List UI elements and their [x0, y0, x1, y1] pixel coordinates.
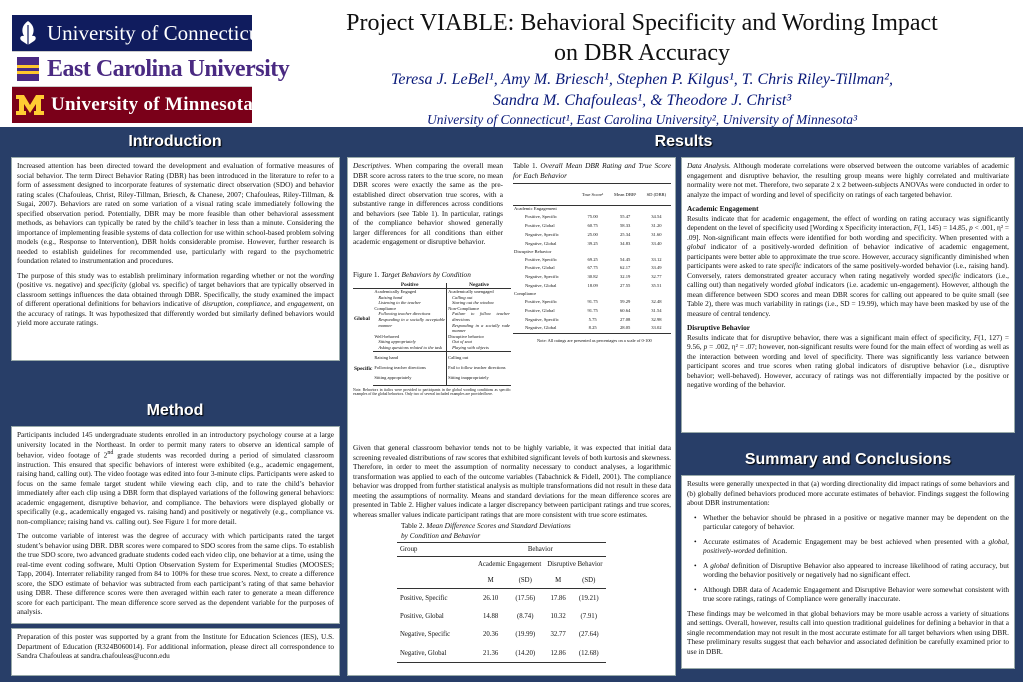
summary-intro: Results were generally unexpected in that (a) wording directionality did impact ratings of some behaviors and (b) globally defined behaviors produced more accurate estimates of behavior. Findings suggest the following about DBR instrumentation: — [687, 479, 1009, 507]
authors — [262, 69, 1022, 111]
fig-cell: Academically unengaged Calling out Staring out the window — [447, 289, 511, 306]
introduction-heading: Introduction — [128, 133, 222, 150]
fig-global-label: Global — [354, 316, 370, 323]
list-item: • Whether the behavior should be phrased in a positive or negative manner may be dependent on the particular category of behavior. — [703, 513, 1009, 532]
fig-cell: Raising hand — [374, 355, 398, 361]
table-2 — [353, 521, 671, 663]
table-row: Negative, Specific 30.82 32.19 32.77 — [525, 274, 662, 280]
fig-cell: Sitting inappropriately — [447, 375, 511, 385]
method-box — [11, 426, 340, 624]
poster-title — [262, 8, 1022, 68]
table-row: Positive, Global 67.75 62.17 33.49 — [525, 265, 662, 271]
table-row: Negative, Specific 20.36 (19.99) 32.77 (27.64) — [400, 631, 599, 639]
figure-1-note: Note. Behaviors in italics were provided to participants in the global wording conditions as specific examples of the global behaviors. Only two of several included examples are provided here. — [353, 387, 511, 397]
fig-cell: Sitting appropriately — [373, 375, 446, 385]
method-paragraph-1: Participants included 145 undergraduate students enrolled in an introductory psychology course at a large university located in the Northeast. In order to permit many raters to observe an identical sample of behavior, video footage of 2nd grade students was recorded during a period of simulated classroom instruction. This ensured that specific behaviors of interest were exhibited (e.g., academic engagement, raising hand, calling out). The video footage was edited into four 3-minute clips. Participants were asked to focus on the same female target student while viewing each clip, and to rate the child’s behavior immediately after each clip using a DBR form that displayed variations of the following general behaviors: academic engagement, disruptive behavior, and compliance. The behaviors were displayed globally or specifically (e.g., academically engaged vs. raising hand) and positively or negatively (e.g., compliance vs. non-compliance; raising hand vs. calling out). See Figure 1 for more detail. — [17, 430, 334, 526]
results-right-box — [681, 157, 1015, 433]
academic-engagement-paragraph: Results indicate that for academic engagement, the effect of wording on rating accuracy was significantly dependent on the level of specificity used [Wording x Specificity interaction, F(1, 145) = 14.85, p < .001, η² = .09]. Non-significant main effects were identified for both wording and specificity. When presented with a global indicator of a positively-worded definition of behavior indicative of academic engagement, participants were better able to approximate the true score. However, accuracy significantly diminished when participants were asked to rate specific indicators of the same positively-worded behavior (i.e., raising hand). Conversely, raters demonstrated greater accuracy when rating negatively worded specific indicators (i.e., calling out) than negatively worded global indicators (i.e. academic un-engagement). However, although the mean difference between SDO scores and mean DBR scores for calling out appeared to be quite small (see Table 2), there was much variability in ratings (i.e., SD = 19.99), which may have been masked by use of the measure of central tendency. — [687, 213, 1010, 318]
method-paragraph-2: The outcome variable of interest was the degree of accuracy with which participants rated the target student’s behavior using DBR. DBR scores were compared to SDO scores from the same clips. To establish the true SDO score, two advanced graduate students coded each video clip, one behavior at a time, using the real-time event coding software, Multi Option Observation System for Experimental Studies (MOOSES; Tapp, 2004). Interrater reliability ranged from 84 to 100% for these true scores. Next, to create a difference score, the SDO estimate of behavior was subtracted from each participant’s rating of that same behavior using DBR. These difference scores were then averaged within each rater to generate a mean difference score for each participant. The mean difference score served as the dependent variable for the purposes of analysis. — [17, 531, 334, 617]
table-row: Negative, Global 21.36 (14.20) 12.86 (12.68) — [397, 644, 606, 663]
intro-paragraph-1: Increased attention has been directed toward the development and evaluation of formative measures of social behavior. The term Direct Behavior Rating (DBR) has been introduced in the literature to refer to a form of assessment designed to incorporate features of systematic direct observation (SDO) and behavior rating scales (Chafouleas, Christ, Riley-Tillman, Briesch, & Chanese, 2007; Chafouleas, Riley-Tillman, & Sugai, 2007). Behaviors are rated on some variation of a visual rating scale immediately following the specified observation period. Potentially, DBR may be more feasible than other behavioral assessment methods, as behaviors can typically be rated by the child’s teacher in less than a minute. Considering the importance of implementing feasible systems of data collection for use within school-based problem solving models (e.g., Response to Intervention), DBR holds considerable promise. However, further research is needed to establish guidelines for recommended use, particularly with regard to the psychometric foundation related to instrumentation and procedures. — [17, 161, 334, 265]
fig-cell: Disruptive behavior Out of seat Playing with objects — [447, 334, 511, 351]
table-2-caption: Table 2. Mean Difference Scores and Standard Deviations by Condition and Behavior — [401, 521, 571, 540]
descriptives-text: When comparing the overall mean DBR score across raters to the true score, no mean DBR scores were exactly the same as the pre-established direct observation true scores, with a substantive range in differences across conditions and behaviors (see Table 1). In particular, ratings of the compliance behavior showed generally larger differences for all conditions than either academic engagement or disruptive behavior. — [353, 161, 503, 246]
oak-leaf-icon — [15, 18, 41, 48]
table-row: Negative, Specific 5.75 27.08 32.98 — [525, 316, 662, 322]
table-2-grid: Group Behavior Academic Engagement Disruptive Behavior M (SD) M (SD) Positive, Specific 26.10 (17.56) 17.86 (19.21) Positive, Global 14.88 (8.74) 10.32 (7.91) Negative, Specific 20.36 (19.99) 32.77 (27.64) Negative, Global 21.36 (14.20) 12.86 (12.68) — [397, 542, 606, 663]
acknowledgment-box — [11, 628, 340, 676]
fig-negative-header: Negative — [447, 283, 511, 289]
table-row: Positive, Global 91.75 60.64 31.54 — [525, 307, 662, 313]
uconn-logo — [12, 15, 266, 51]
title-line-1: Project VIABLE: Behavioral Specificity and Wording Impact — [346, 10, 938, 36]
fig-cell: Compliance Following teacher directions Responding in a socially acceptable manner — [374, 305, 446, 328]
table-row: Positive, Global 60.75 58.33 31.20 — [525, 222, 662, 228]
pirate-emblem-icon — [15, 54, 41, 84]
table-row: Negative, Global 18.09 27.55 35.51 — [525, 283, 662, 289]
fig-cell: Well-behaved Sitting appropriately Asking questions related to the task — [373, 334, 446, 351]
table-1-note: Note: All ratings are presented as percentages on a scale of 0-100 — [537, 337, 652, 343]
table-row: Positive, Specific 91.75 59.29 32.48 — [525, 299, 662, 305]
poster-header — [262, 8, 1022, 129]
affiliations: University of Connecticut¹, East Carolina University², University of Minnesota³ — [426, 112, 858, 127]
descriptives-label: Descriptives. — [353, 161, 392, 170]
block-m-icon — [15, 90, 45, 120]
table-row: Negative, Specific 25.00 25.34 31.60 — [525, 231, 662, 237]
umn-logo — [12, 87, 252, 123]
fig-cell: Academically Engaged Raising hand Listening to the teacher — [374, 289, 421, 306]
summary-closing: These findings may be welcomed in that global behaviors may be more usable across a variety of situations and settings. Overall, however, results call into question traditional guidelines for defining a behavior in that a single recommendation may not result in the most accurate estimate for all target behaviors when using DBR. These preliminary results suggest that each behavior and associated definition be carefully examined prior to use in DBR. — [687, 608, 1009, 656]
fig-cell: Following teacher directions — [374, 365, 426, 371]
results-transform-text: Given that general classroom behavior tends not to be highly variable, it was expected that initial data screening revealed distributions of raw scores that exhibited significant levels of both kurtosis and skewness. Therefore, in order to meet the assumption of normality necessary to conduct analyses, a logarithmic transformation was applied to each of the outcome variables (Tabachnick & Fidell, 2001). The compliance behavior was dropped from further statistical analysis as multiple transformations did not result in these data meeting the assumptions of normality. Means and standard deviations for the mean difference scores are presented in Table 2. Higher values indicate a larger discrepancy between participant ratings and true scores, whereas smaller values indicate participant ratings that are more consistent with true score estimates. — [353, 443, 671, 519]
intro-paragraph-2: The purpose of this study was to establish preliminary information regarding whether or not the wording (positive vs. negative) and specificity (global vs. specific) of target behaviors that are typically observed in classroom settings influences the data obtained through DBR. Specifically, the study examined the impact of different operational definitions for behaviors indicative of disruption, compliance, and engagement, on the accuracy of ratings. It was hypothesized that differently worded but similarly defined behaviors would yield more accurate ratings. — [17, 270, 334, 327]
table-row: Positive, Global 14.88 (8.74) 10.32 (7.91) — [400, 612, 597, 620]
uconn-name: University of Connecticut — [47, 20, 266, 45]
fig-positive-header: Positive — [373, 283, 446, 289]
table-1-caption: Table 1. Overall Mean DBR Rating and True Score for Each Behavior — [513, 161, 671, 180]
results-heading: Results — [654, 133, 713, 150]
academic-engagement-heading: Academic Engagement — [687, 204, 759, 213]
table-1-group: Academic Engagement — [514, 206, 557, 212]
ecu-logo — [12, 51, 290, 87]
results-middle-box — [347, 157, 676, 676]
fig-specific-label: Specific — [354, 366, 373, 373]
disruptive-behavior-paragraph: Results indicate that for disruptive behavior, there was a significant main effect of specificity, F(1, 127) = 9.56, p = .002, η² = .07; however, non-significant results were found for the main effect of wording as well as the interaction between wording and level of specificity. There was significantly less variance between participant scores and true scores when rating global indicators of disruptive behavior (i.e., disruptive behavior; well-behaved). However, accuracy of ratings was not differentially impacted by the positive or negative wording of the behavior. — [687, 332, 1010, 389]
title-line-2: on DBR Accuracy — [554, 40, 730, 66]
umn-name: University of Minnesota — [51, 94, 254, 115]
disruptive-behavior-heading: Disruptive Behavior — [687, 323, 751, 332]
introduction-box — [11, 157, 340, 361]
fig-cell: Fail to follow teacher directions — [447, 365, 511, 375]
figure-1-table — [353, 283, 511, 386]
figure-1-caption: Figure 1. Target Behaviors by Condition — [353, 270, 471, 279]
acknowledgment-text: Preparation of this poster was supported by a grant from the Institute for Education Sciences (IES), U.S. Department of Education (R324B060014). For additional information, please direct all correspondence to Sandra Chafouleas at sandra.chafouleas@uconn.edu — [17, 632, 334, 660]
summary-heading: Summary and Conclusions — [744, 451, 952, 468]
table-1 — [513, 161, 671, 343]
figure-1 — [353, 270, 511, 397]
table-row: Positive, Specific 26.10 (17.56) 17.86 (19.21) — [400, 594, 599, 602]
table-row: Positive, Specific 69.25 54.45 33.12 — [525, 256, 662, 262]
table-row: Negative, Global 39.25 34.83 33.40 — [525, 240, 662, 246]
list-item: • Although DBR data of Academic Engagement and Disruptive Behavior were somewhat consistent with true score ratings, ratings of Compliance were generally inaccurate. — [703, 585, 1009, 604]
authors-line-2: Sandra M. Chafouleas¹, & Theodore J. Christ³ — [492, 92, 792, 109]
summary-box — [681, 475, 1015, 669]
university-logos — [12, 15, 290, 123]
table-row: Negative, Global 8.25 28.05 33.02 — [513, 324, 671, 333]
data-analysis-paragraph: Data Analysis. Although moderate correlations were observed between the outcome variables of academic engagement and disruptive behavior, the resulting group means were highly correlated and multivariate normality were not met. Therefore, two separate 2 x 2 between-subjects ANOVAs were conducted in order to analyze the impact of wording and level of specificity on ratings of each targeted behavior. — [687, 161, 1009, 199]
table-1-group: Disruptive Behavior — [514, 248, 552, 254]
fig-cell: Non-Compliance Failure to follow teacher directions Responding in a socially rude manner — [448, 305, 510, 334]
table-1-grid: True Score¹ Mean DBR¹ SD (DBR) Academic Engagement Positive, Specific 75.00 55.47 34.54 Positive, Global 60.75 58.33 31.20 Negative, Specific 25.00 25.34 31.60 Negative, Global 39.25 34.83 33.40 Disruptive Behavior Positive, Specific 69.25 54.45 33.12 Positive, Global 67.75 62.17 33.49 Negative, Specific 30.82 32.19 32.77 Negative, Global 18.09 27.55 35.51 Compliance Positive, Specific 91.75 59.29 32.48 Positive, Global 91.75 60.64 31.54 Negative, Specific 5.75 27.08 32.98 Negative, Global 8.25 28.05 33.02 — [513, 183, 671, 334]
descriptives-block — [353, 161, 503, 247]
authors-line-1: Teresa J. LeBel¹, Amy M. Briesch¹, Stephen P. Kilgus¹, T. Chris Riley-Tillman², — [391, 71, 893, 88]
list-item: • Accurate estimates of Academic Engagement may be best achieved when presented with a global, positively-worded definition. — [703, 537, 1009, 556]
table-row: Positive, Specific 75.00 55.47 34.54 — [525, 213, 662, 219]
ecu-name: East Carolina University — [47, 55, 290, 82]
method-heading: Method — [146, 402, 204, 419]
list-item: • A global definition of Disruptive Behavior also appeared to increase likelihood of rating accuracy, but wording the behavior positively or negatively had no significant effect. — [703, 561, 1009, 580]
fig-cell: Calling out — [447, 355, 511, 365]
summary-list — [687, 513, 1009, 604]
table-1-group: Compliance — [514, 291, 537, 297]
